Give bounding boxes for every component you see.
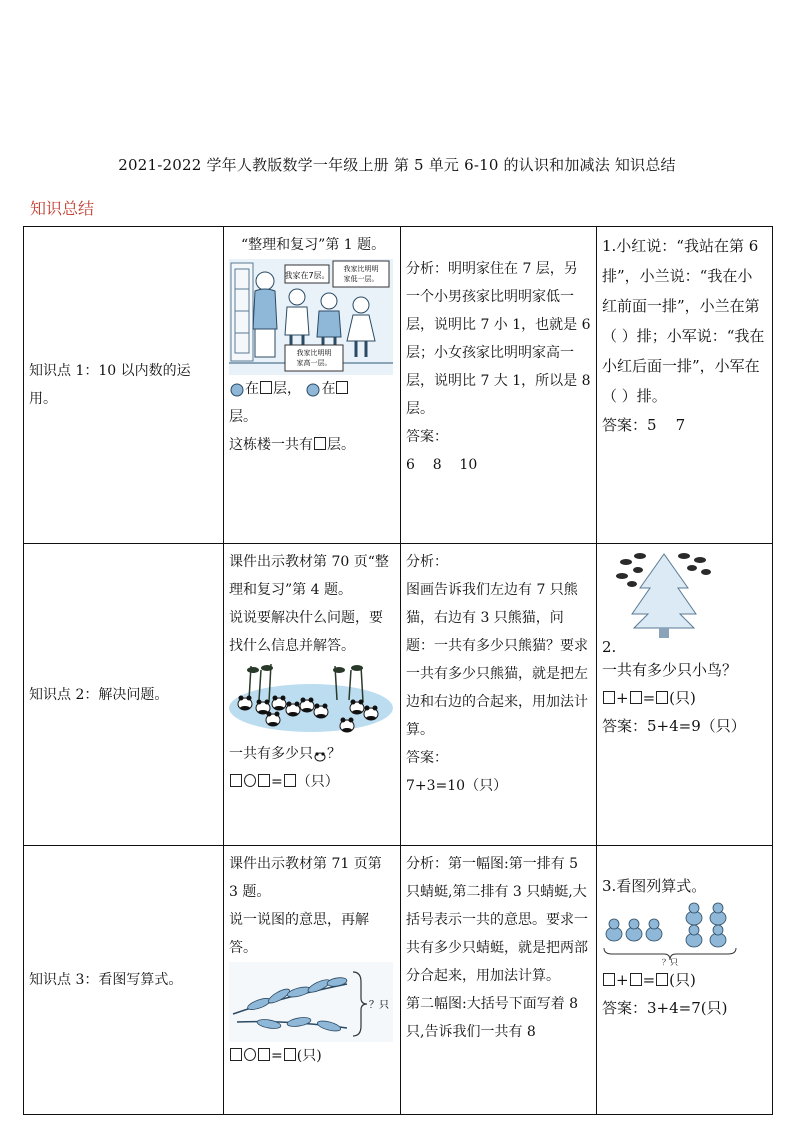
pandas-illustration bbox=[229, 660, 393, 740]
boy-head-icon bbox=[229, 383, 245, 397]
analysis-heading: 分析： bbox=[406, 554, 448, 570]
knowledge-point-label: 知识点 3：看图写算式。 bbox=[29, 972, 183, 988]
example-intro: 课件出示教材第 71 页第 3 题。 bbox=[229, 856, 382, 900]
example-equation: = (只) bbox=[229, 1042, 395, 1070]
answer-box[interactable] bbox=[284, 774, 296, 787]
practice-question: 3.看图列算式。 bbox=[602, 877, 707, 895]
brace-label: ？只 bbox=[369, 1000, 389, 1011]
example-cell bbox=[224, 846, 401, 1115]
practice-answer: 答案：5 7 bbox=[602, 416, 686, 434]
answer-value: 6 8 10 bbox=[406, 457, 478, 473]
example-cell bbox=[224, 544, 401, 846]
table-row bbox=[24, 846, 773, 1115]
dragonflies-illustration bbox=[229, 962, 393, 1042]
answer-box[interactable] bbox=[336, 381, 348, 394]
knowledge-point-label: 知识点 1：10 以内数的运用。 bbox=[29, 363, 191, 407]
panda-icon bbox=[313, 750, 327, 762]
answer-label: 答案： bbox=[406, 429, 448, 445]
analysis-cell bbox=[401, 544, 597, 846]
example-intro: 课件出示教材第 70 页“整理和复习”第 4 题。 bbox=[229, 554, 389, 598]
svg-text:我家比明明家高一层。: 我家比明明家高一层。 bbox=[296, 349, 332, 367]
example-question-1: 在 层， 在 bbox=[229, 375, 395, 403]
knowledge-table bbox=[23, 226, 773, 1115]
answer-box[interactable] bbox=[284, 1048, 296, 1061]
answer-value: 7+3=10（只） bbox=[406, 778, 508, 794]
example-instruction: 说一说图的意思，再解答。 bbox=[229, 912, 369, 956]
practice-question: 1.小红说：“我站在第 6 排”，小兰说：“我在小红前面一排”，小兰在第（ ）排；小军说：“我在小红后面一排”，小军在（ ）排。 bbox=[602, 237, 765, 405]
analysis-text: 分析：第一幅图:第一排有 5 只蜻蜓,第二排有 3 只蜻蜓,大括号表示一共的意思。要求一共有多少只蜻蜓，就是把两部分合起来，用加法计算。 bbox=[406, 856, 588, 984]
answer-box[interactable] bbox=[260, 381, 272, 394]
example-question: 一共有多少只 ？ bbox=[229, 746, 341, 762]
table-row bbox=[24, 544, 773, 846]
example-equation: = （只） bbox=[229, 768, 395, 796]
squirrels-illustration bbox=[602, 900, 738, 966]
practice-equation: + = (只) bbox=[602, 966, 767, 994]
practice-question: 一共有多少只小鸟？ bbox=[602, 661, 738, 679]
answer-box[interactable] bbox=[258, 774, 270, 787]
analysis-text: 图画告诉我们左边有 7 只熊猫，右边有 3 只熊猫，问题：一共有多少只熊猫？要求一共有多少只熊猫，就是把左边和右边的合起来，用加法计算。 bbox=[406, 582, 588, 738]
answer-box[interactable] bbox=[230, 1048, 242, 1061]
practice-cell bbox=[597, 846, 773, 1115]
analysis-text-2: 第二幅图:大括号下面写着 8 只,告诉我们一共有 8 bbox=[406, 996, 579, 1040]
section-heading: 知识总结 bbox=[30, 199, 95, 218]
knowledge-point-cell bbox=[24, 544, 224, 846]
example-question-1-end: 层。 bbox=[229, 409, 257, 425]
practice-cell bbox=[597, 227, 773, 544]
practice-number: 2. bbox=[602, 638, 617, 656]
practice-equation: + = (只) bbox=[602, 684, 767, 712]
analysis-cell bbox=[401, 846, 597, 1115]
practice-cell bbox=[597, 544, 773, 846]
knowledge-point-cell bbox=[24, 227, 224, 544]
operator-circle[interactable] bbox=[244, 774, 256, 787]
knowledge-point-label: 知识点 2：解决问题。 bbox=[29, 686, 169, 703]
answer-box[interactable] bbox=[230, 774, 242, 787]
answer-box[interactable] bbox=[603, 691, 615, 704]
brace-label: ？只 bbox=[662, 958, 678, 966]
svg-text:我家比明明家低一层。: 我家比明明家低一层。 bbox=[343, 265, 379, 283]
answer-box[interactable] bbox=[656, 691, 668, 704]
answer-box[interactable] bbox=[630, 973, 642, 986]
example-intro: “整理和复习”第 1 题。 bbox=[241, 237, 386, 253]
document-title: 2021-2022 学年人教版数学一年级上册 第 5 单元 6-10 的认识和加减法 知识总结 bbox=[118, 156, 676, 174]
answer-box[interactable] bbox=[258, 1048, 270, 1061]
answer-label: 答案： bbox=[406, 750, 448, 766]
answer-box[interactable] bbox=[630, 691, 642, 704]
building-children-illustration bbox=[229, 259, 393, 375]
analysis-text: 分析：明明家住在 7 层，另一个小男孩家比明明家低一层，说明比 7 小 1，也就是 6 层；小女孩家比明明家高一层，说明比 7 大 1，所以是 8 层。 bbox=[406, 261, 591, 417]
operator-circle[interactable] bbox=[244, 1048, 256, 1061]
analysis-cell bbox=[401, 227, 597, 544]
knowledge-point-cell bbox=[24, 846, 224, 1115]
tree-birds-illustration bbox=[614, 548, 714, 638]
answer-box[interactable] bbox=[314, 437, 326, 450]
girl-head-icon bbox=[305, 383, 321, 397]
example-instruction: 说说要解决什么问题，要找什么信息并解答。 bbox=[229, 610, 383, 654]
bubble-left-text: 我家在7层。 bbox=[284, 271, 330, 280]
answer-box[interactable] bbox=[603, 973, 615, 986]
answer-box[interactable] bbox=[656, 973, 668, 986]
practice-answer: 答案：3+4=7(只) bbox=[602, 999, 728, 1017]
practice-answer: 答案：5+4=9（只） bbox=[602, 717, 746, 735]
example-question-2: 这栋楼一共有 层。 bbox=[229, 437, 355, 453]
table-row bbox=[24, 227, 773, 544]
example-cell bbox=[224, 227, 401, 544]
